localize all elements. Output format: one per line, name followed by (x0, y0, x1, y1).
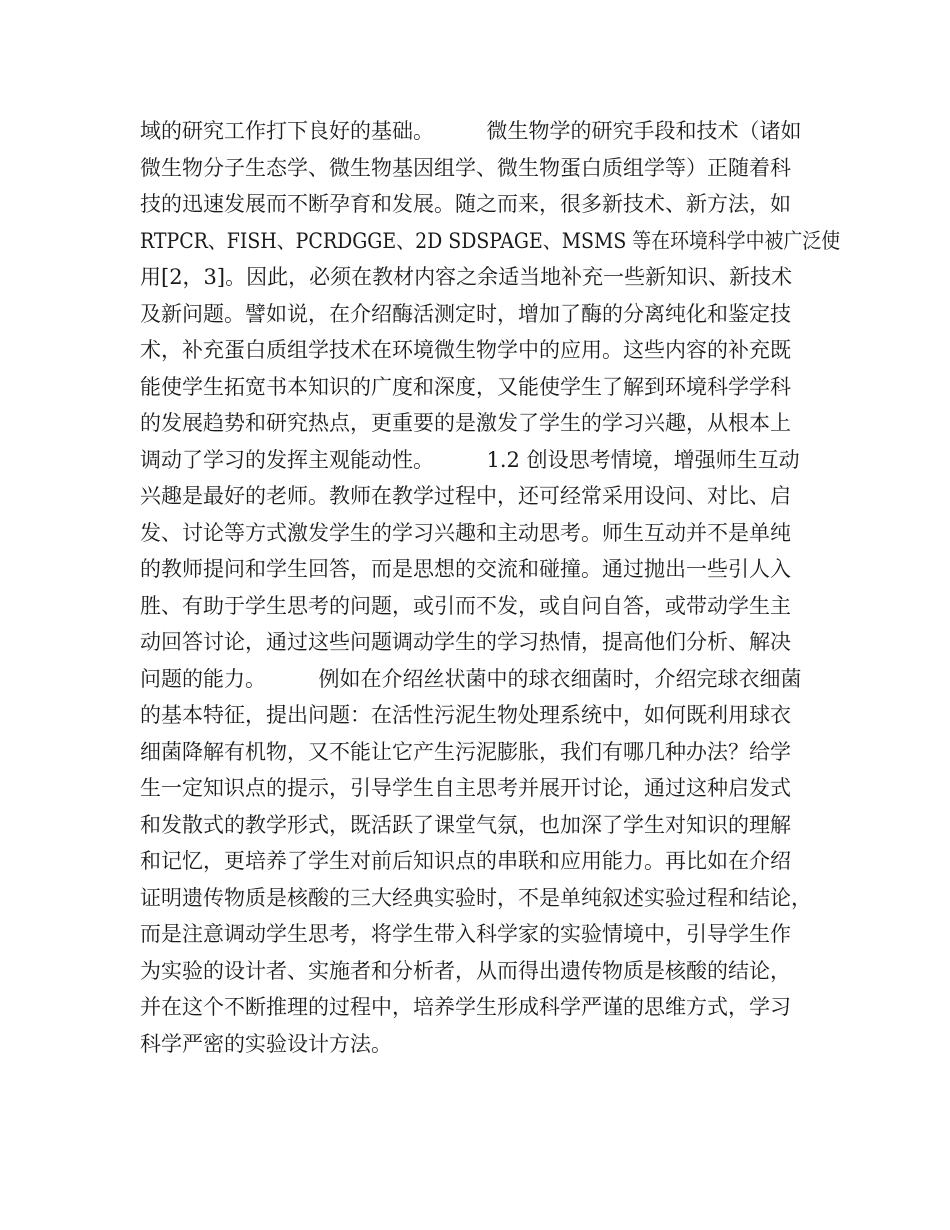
text-line: 和发散式的教学形式，既活跃了课堂气氛，也加深了学生对知识的理解 (140, 812, 791, 837)
text-line: 细菌降解有机物，又不能让它产生污泥膨胀，我们有哪几种办法？给学 (140, 739, 791, 764)
text-line: 及新问题。譬如说，在介绍酶活测定时，增加了酶的分离纯化和鉴定技 (140, 301, 791, 326)
text-line: 问题的能力。 例如在介绍丝状菌中的球衣细菌时，介绍完球衣细菌 (140, 666, 802, 691)
text-line: RTPCR、FISH、PCRDGGE、2D SDSPAGE、MSMS 等在环境科学中被广泛使 (140, 228, 841, 253)
text-line: 动回答讨论，通过这些问题调动学生的学习热情，提高他们分析、解决 (140, 630, 791, 654)
text-line: 的发展趋势和研究热点，更重要的是激发了学生的学习兴趣，从根本上 (140, 411, 791, 435)
text-line: 科学严密的实验设计方法。 (140, 1031, 392, 1056)
text-line: 微生物分子生态学、微生物基因组学、微生物蛋白质组学等）正随着科 (140, 155, 791, 180)
text-line: 为实验的设计者、实施者和分析者，从而得出遗传物质是核酸的结论， (140, 958, 791, 983)
text-line: 技的迅速发展而不断孕育和发展。随之而来，很多新技术、新方法，如 (140, 192, 791, 216)
text-line: 并在这个不断推理的过程中，培养学生形成科学严谨的思维方式，学习 (140, 995, 791, 1019)
text-line: 调动了学习的发挥主观能动性。 1.2 创设思考情境，增强师生互动 (140, 447, 800, 472)
text-line: 的教师提问和学生回答，而是思想的交流和碰撞。通过抛出一些引人入 (140, 557, 791, 581)
text-line: 胜、有助于学生思考的问题，或引而不发，或自问自答，或带动学生主 (140, 593, 791, 618)
text-line: 的基本特征，提出问题：在活性污泥生物处理系统中，如何既利用球衣 (140, 703, 791, 727)
text-line: 发、讨论等方式激发学生的学习兴趣和主动思考。师生互动并不是单纯 (140, 520, 791, 545)
text-line: 而是注意调动学生思考，将学生带入科学家的实验情境中，引导学生作 (140, 922, 791, 946)
text-line: 和记忆，更培养了学生对前后知识点的串联和应用能力。再比如在介绍 (140, 849, 791, 873)
text-line: 生一定知识点的提示，引导学生自主思考并展开讨论，通过这种启发式 (140, 776, 791, 800)
text-line: 兴趣是最好的老师。教师在教学过程中，还可经常采用设问、对比、启 (140, 484, 791, 508)
text-line: 域的研究工作打下良好的基础。 微生物学的研究手段和技术（诸如 (140, 119, 802, 143)
body-text (140, 113, 841, 1062)
text-line: 用[2，3]。因此，必须在教材内容之余适当地补充一些新知识、新技术 (140, 265, 793, 289)
text-line: 能使学生拓宽书本知识的广度和深度，又能使学生了解到环境科学学科 (140, 374, 791, 399)
text-line: 术，补充蛋白质组学技术在环境微生物学中的应用。这些内容的补充既 (140, 338, 791, 362)
text-line: 证明遗传物质是核酸的三大经典实验时，不是单纯叙述实验过程和结论， (140, 885, 812, 910)
